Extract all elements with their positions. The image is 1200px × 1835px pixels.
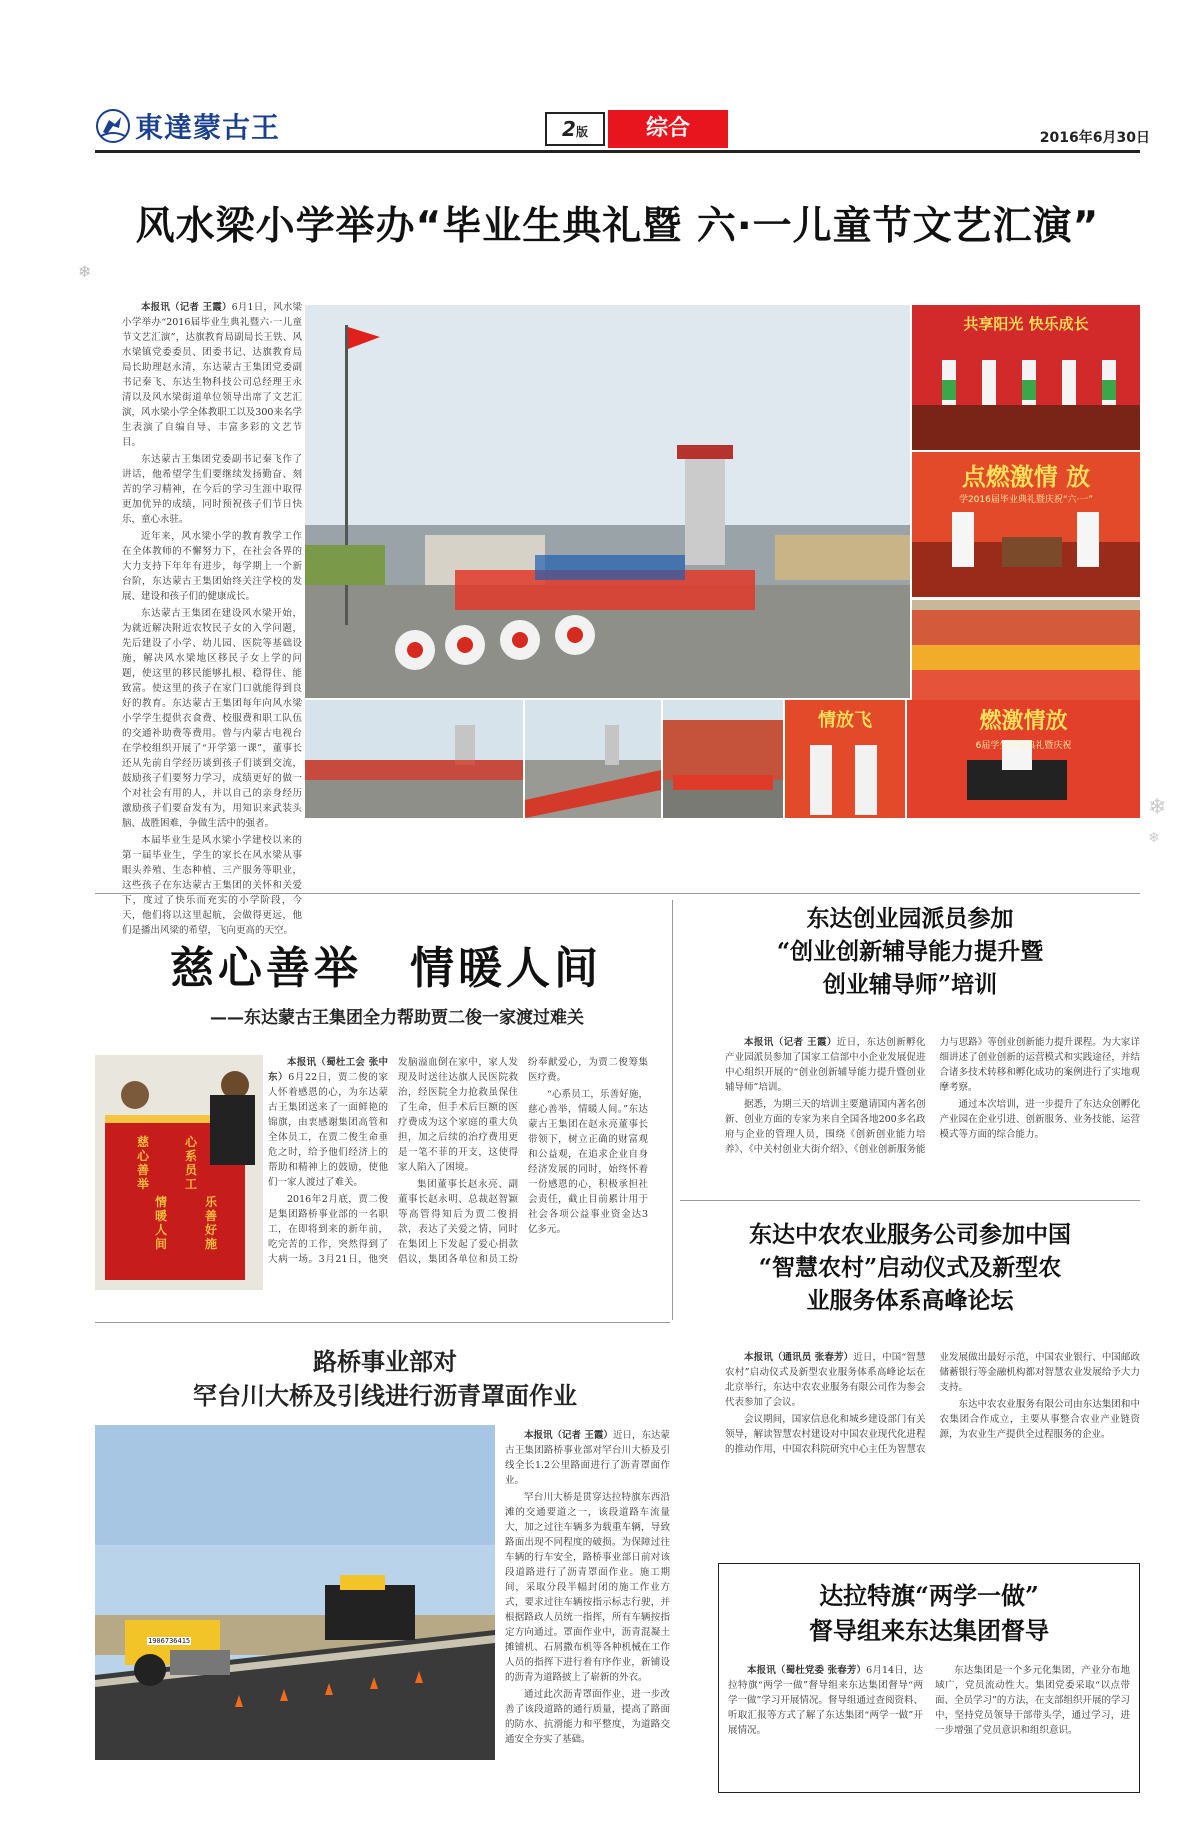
photo-school-building	[663, 700, 783, 818]
column-divider	[672, 900, 673, 1320]
banner-caption-2: 6届学生毕业典礼暨庆祝	[975, 741, 1072, 751]
pennant-text-1: 慈心善举	[137, 1135, 150, 1191]
pennant-text-4: 乐善好施	[205, 1195, 218, 1251]
article4-headline-line1: 东达中农农业服务公司参加中国	[749, 1221, 1071, 1248]
photo-flag-ceremony	[305, 305, 910, 698]
article2-subheadline: ——东达蒙古王集团全力帮助贾二俊一家渡过难关	[210, 1008, 584, 1028]
article3-body: 本报讯（记者 王霞）近日，东达创新孵化产业园派员参加了国家工信部中小企业发展促进中心组织开展的“创业创新辅导能力提升暨创业辅导师”培训。 据悉，为期三天的培训主要邀请国内著名创新、创业方面的专家为来自全国各地200多名政府与企业的管理人员，围绕《创新创业能力培养》、《中关村创业大街介绍》、《创业创新服务能力与思路》等创业创新能力提升课程。为大家详细讲述了创业创新的运营模式和实践途径，并结合诸多技术转移和孵化成功的案例进行了实地观摩考察。 通过本次培训，进一步提升了东达众创孵化产业园在企业引进、创新服务、业务技能、运营模式等方面的综合能力。	[725, 1037, 1140, 1155]
photo-parade	[525, 700, 661, 818]
pennant-text-2: 心系员工	[185, 1135, 198, 1191]
snowflake-icon: ❄	[1148, 830, 1160, 846]
photo-stage-award	[912, 452, 1140, 597]
section-label: 综合	[608, 110, 728, 148]
page-number: 2版	[545, 112, 605, 146]
article3-headline-line2: “创业创新辅导能力提升暨	[776, 938, 1044, 965]
banner-text-3: 情放飞	[818, 710, 872, 731]
masthead-rule	[95, 150, 1140, 153]
article5-headline	[100, 1345, 670, 1413]
banner-text-2: 点燃激情 放	[961, 462, 1091, 491]
pennant-text-3: 情暖人间	[155, 1195, 168, 1251]
masthead-title: 東達蒙古王	[135, 111, 281, 144]
article6-headline-line1: 达拉特旗“两学一做”	[819, 1581, 1039, 1610]
banner-text-4: 燃激情放	[979, 708, 1068, 734]
article6-headline	[720, 1578, 1138, 1648]
article4-body: 本报讯（通讯员 张春芳）近日，中国“智慧农村”启动仪式及新型农业服务体系高峰论坛在北京举行，东达中农农业服务有限公司作为参会代表参加了会议。 会议期间，国家信息化和城乡建设部门有关领导，解读智慧农村建设对中国农业现代化进程的推动作用，中国农科院研究中心主任为智慧农业发展做出最好示范，中国农业银行、中国邮政储蓄银行等金融机构都对智慧农业发展给予大力支持。 东达中农农业服务有限公司由东达集团和中农集团合作成立，主要从事整合农业产业链资源，为农业生产提供全过程服务的企业。	[725, 1352, 1140, 1455]
article4-headline	[680, 1218, 1140, 1317]
photo-pennant-presentation	[95, 1055, 263, 1290]
masthead-logo	[95, 103, 295, 149]
article5-body: 本报讯（记者 王霞）近日，东达蒙古王集团路桥事业部对罕台川大桥及引线全长1.2公里路面进行了沥青罩面作业。 罕台川大桥是贯穿达拉特旗东西沿滩的交通要道之一，该段道路车流量大，加之过往车辆多为载重车辆，导致路面出现不同程度的破损。为保障过往车辆的行车安全，路桥事业部日前对该段道路进行了沥青罩面作业。施工期间，采取分段半幅封闭的施工作业方式，要求过往车辆按指示标志行驶，并根据路政人员统一指挥，所有车辆按指定方向通过。罩面作业中，沥青混凝土摊铺机、石屑撒布机等各种机械在工作人员的指挥下进行着有序作业，新铺设的沥青为道路披上了崭新的外衣。 通过此次沥青罩面作业，进一步改善了该段道路的通行质量，提高了路面的防水、抗滑能力和平整度，为道路交通安全夯实了基础。	[505, 1430, 670, 1745]
article5-headline-line1: 路桥事业部对	[313, 1348, 457, 1376]
snowflake-icon: ❄	[1148, 795, 1167, 820]
vehicle-plate: 1906736415	[148, 1637, 191, 1645]
article1-body: 本报讯（记者 王霞）6月1日，风水梁小学举办“2016届毕业生典礼暨六·一儿童节文艺汇演”，达旗教育局副局长王铁、风水梁镇党委委员、团委书记、达旗教育局局长助理赵永清，东达蒙古王集团党委副书记秦飞、东达生物科技公司总经理王永清以及风水梁街道单位领导出席了文艺汇演，风水梁小学全体教职工以及300来名学生表演了自编自导、丰富多彩的文艺节目。 东达蒙古王集团党委副书记秦飞作了讲话，他希望学生们要继续发扬勤奋、刻苦的学习精神，在今后的学习生涯中取得更加优异的成绩，同时预祝孩子们节日快乐，童心永驻。 近年来，风水梁小学的教育教学工作在全体教师的不懈努力下，在社会各界的大力支持下年年有进步，每学期上一个新台阶，东达蒙古王集团始终关注学校的发展、建设和孩子们的健康成长。 东达蒙古王集团在建设风水梁开始，为就近解决附近农牧民子女的入学问题，先后建设了小学、幼儿园、医院等基础设施，解决风水梁地区移民子女上学的问题，使这里的移民能够扎根、稳得住、能致富。使这里的孩子在家门口就能得到良好的教育。东达蒙古王集团每年向风水梁小学学生提供衣食费、校服费和职工队伍的交通补助费等费用。曾与内蒙古电视台在学校组织开展了“开学第一课”，董事长还从先前自学经历谈到孩子们谈到交流，鼓励孩子们要努力学习，成绩更好的做一个对社会有用的人，并以自己的亲身经历激励孩子们要奋发有为，用知识来武装头脑、战胜困难，争做生活中的强者。 本届毕业生是风水梁小学建校以来的第一届毕业生，学生的家长在风水梁从事眼头养殖、生态种植、三产服务等职业，这些孩子在东达蒙古王集团的关怀和关爱下，度过了快乐而充实的小学阶段，今天，他们将以这里起航，会做得更远，他们是播出风梁的希望，飞向更高的天空。	[122, 302, 303, 936]
snowflake-icon: ❄	[78, 262, 92, 281]
issue-date: 2016年6月30日	[1039, 130, 1150, 146]
article2-headline: 慈心善举 情暖人间	[170, 943, 602, 994]
article6-body: 本报讯（蜀杜党委 张春芳）6月14日，达拉特旗“两学一做”督导组来东达集团督导“两学一做”学习开展情况。督导组通过查阅资料、听取汇报等方式了解了东达集团“两学一做”开展情况。 东达集团是一个多元化集团，产业分布地域广，党员流动性大。集团党委采取“以点带面、全员学习”的方法，在支部组织开展的学习中，坚持党员领导干部带头学，通过学习，进一步增强了党员意识和组织意识。	[728, 1665, 1130, 1736]
photo-kids-singing	[785, 700, 905, 818]
banner-caption-1: 学2016届毕业典礼暨庆祝“六·一”	[958, 495, 1094, 505]
article3-headline-line1: 东达创业园派员参加	[806, 905, 1014, 932]
article5-headline-line2: 罕台川大桥及引线进行沥青罩面作业	[193, 1382, 577, 1410]
section-divider	[95, 1322, 670, 1323]
photo-stage-performance	[912, 305, 1140, 450]
banner-text-1: 共享阳光 快乐成长	[963, 315, 1089, 333]
article4-headline-line3: 业服务体系高峰论坛	[806, 1287, 1014, 1314]
article2-body: 本报讯（蜀杜工会 张中东）6月22日，贾二俊的家人怀着感恩的心，为东达蒙古王集团送来了一面鲜艳的锦旗，由衷感谢集团高管和全体员工，在贾二俊生命垂危之时，给予他们经济上的帮助和精神上的鼓励，使他们一家人渡过了难关。 2016年2月底，贾二俊是集团路桥事业部的一名职工，在即将到来的新年前，吃完苦的工作，突然得到了大病一场。3月21日，他突发脑溢血倒在家中，家人发现及时送往达旗人民医院救治，经医院全力抢救虽保住了生命，但手术后巨额的医疗费成为这个家庭的重大负担，加之后续的治疗费用更是一笔不菲的开支，这使得家人陷入了困境。 集团董事长赵永亮、副董事长赵永明、总裁赵智颖等高管得知后为贾二俊捐款，表达了关爱之情，同时在集团上下发起了爱心捐款倡议，集团各单位和员工纷纷奉献爱心，为贾二俊筹集医疗费。 “心系员工，乐善好施，慈心善举，情暖人间。”东达蒙古王集团在赵永亮董事长带领下，树立正确的财富观和公益观，在追求企业自身经济发展的同时，始终怀着一份感恩的心，积极承担社会责任，截止目前累计用于社会各项公益事业资金达3亿多元。	[268, 1057, 648, 1265]
article1-headline: 风水梁小学举办“毕业生典礼暨 六·一儿童节文艺汇演”	[135, 204, 1100, 249]
photo-class-group	[912, 600, 1140, 700]
article3-headline-line3: 创业辅导师”培训	[822, 971, 998, 998]
article4-headline-line2: “智慧农村”启动仪式及新型农	[758, 1254, 1062, 1281]
article6-headline-line2: 督导组来东达集团督导	[809, 1616, 1049, 1645]
photo-school-yard	[305, 700, 523, 818]
photo-piano-performance	[907, 700, 1140, 818]
photo-road-paving	[95, 1425, 495, 1760]
section-divider	[680, 1200, 1140, 1201]
logo-horse-icon	[95, 108, 131, 144]
article3-headline	[680, 902, 1140, 1001]
section-divider	[95, 893, 1140, 894]
